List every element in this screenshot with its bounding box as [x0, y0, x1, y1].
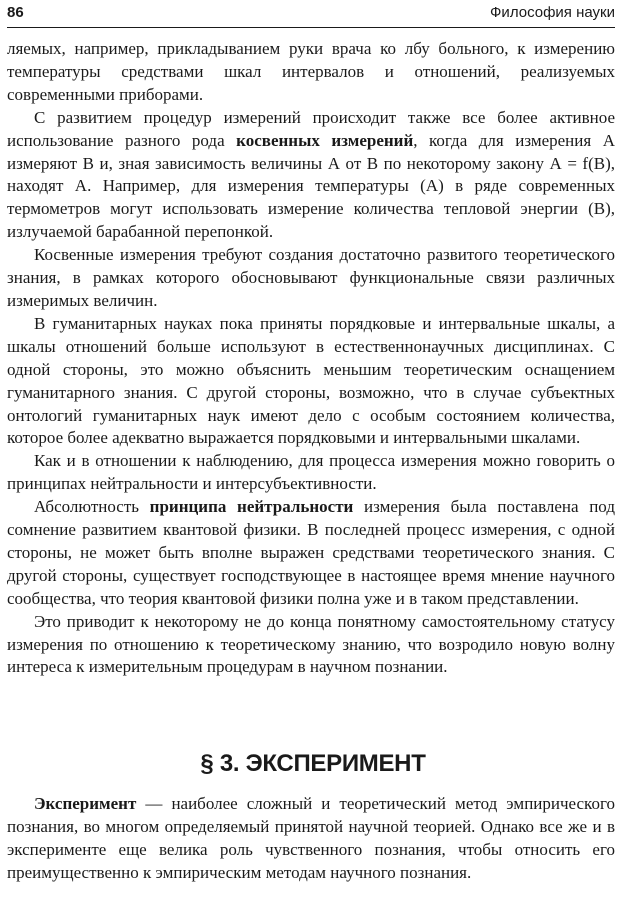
- term-neutrality-principle: принципа нейтральности: [149, 497, 354, 517]
- paragraph-text: измерения была поставлена под сомнение развитием квантовой физики. В последней процесс измерения, с одной стороны, не может быть вполне выражен средствами теоретического знания. С другой стороны, существует господствующее в настоящее время мнение научного сообщества, что теория квантовой физики полна уже и в таком представлении.: [7, 497, 615, 608]
- page-number: 86: [7, 4, 24, 21]
- paragraph: [7, 38, 615, 107]
- term-experiment: Эксперимент: [34, 794, 137, 813]
- paragraph: [7, 313, 615, 450]
- section-heading: § 3. ЭКСПЕРИМЕНТ: [200, 750, 426, 777]
- paragraph-text: — наиболее сложный и теоретический метод эмпирического познания, во многом определяемый принятой научной теорией. Однако все же и в эксперименте еще велика роль чувственного познания, чтобы относить его преимущественно к эмпирическим методам научного познания.: [7, 794, 615, 882]
- term-indirect-measurements: косвенных измерений: [236, 130, 414, 150]
- paragraph-text: Это приводит к некоторому не до конца понятному самостоятельному статусу измерения по отношению к теоретическому знанию, что возродило новую волну интереса к измерительным процедурам в научном познании.: [7, 611, 615, 677]
- paragraph-text: Абсолютность: [34, 497, 150, 517]
- section-text: [7, 793, 615, 885]
- paragraph-text: , когда для измерения А измеряют В и, зная зависимость величины А от В по некоторому закону А = f(В), находят А. Например, для измерения температуры (А) в ряде современных термометров могут использовать измерение количества тепловой энергии (В), излучаемой барабанной перепонкой.: [7, 130, 615, 242]
- page-header: [7, 0, 615, 28]
- paragraph-text: С развитием процедур измерений происходит также все более активное использование разного рода: [7, 107, 615, 150]
- paragraph: [7, 450, 615, 496]
- paragraph: [7, 793, 615, 885]
- paragraph: [7, 611, 615, 680]
- paragraph: [7, 244, 615, 313]
- paragraph: [7, 107, 615, 244]
- running-title: Философия науки: [490, 4, 615, 21]
- paragraph-text: Косвенные измерения требуют создания достаточно развитого теоретического знания, в рамках которого обосновывают функциональные связи различных измеримых величин.: [7, 245, 615, 310]
- paragraph-text: В гуманитарных науках пока приняты порядковые и интервальные шкалы, а шкалы отношений больше используют в естественнонаучных дисциплинах. С одной стороны, это можно объяснить меньшим теоретическим оснащением гуманитарного знания. С другой стороны, возможно, что в случае субъектных онтологий гуманитарных наук имеют дело с особым состоянием количества, которое более адекватно выражается порядковыми и интервальными шкалами.: [7, 313, 615, 448]
- paragraph: [7, 496, 615, 611]
- paragraph-text: ляемых, например, прикладыванием руки врача ко лбу больного, к измерению температуры средствами шкал интервалов и отношений, реализуемых современными приборами.: [7, 39, 615, 104]
- paragraph-text: Как и в отношении к наблюдению, для процесса измерения можно говорить о принципах нейтральности и интерсубъективности.: [7, 451, 615, 494]
- main-text: [7, 38, 615, 679]
